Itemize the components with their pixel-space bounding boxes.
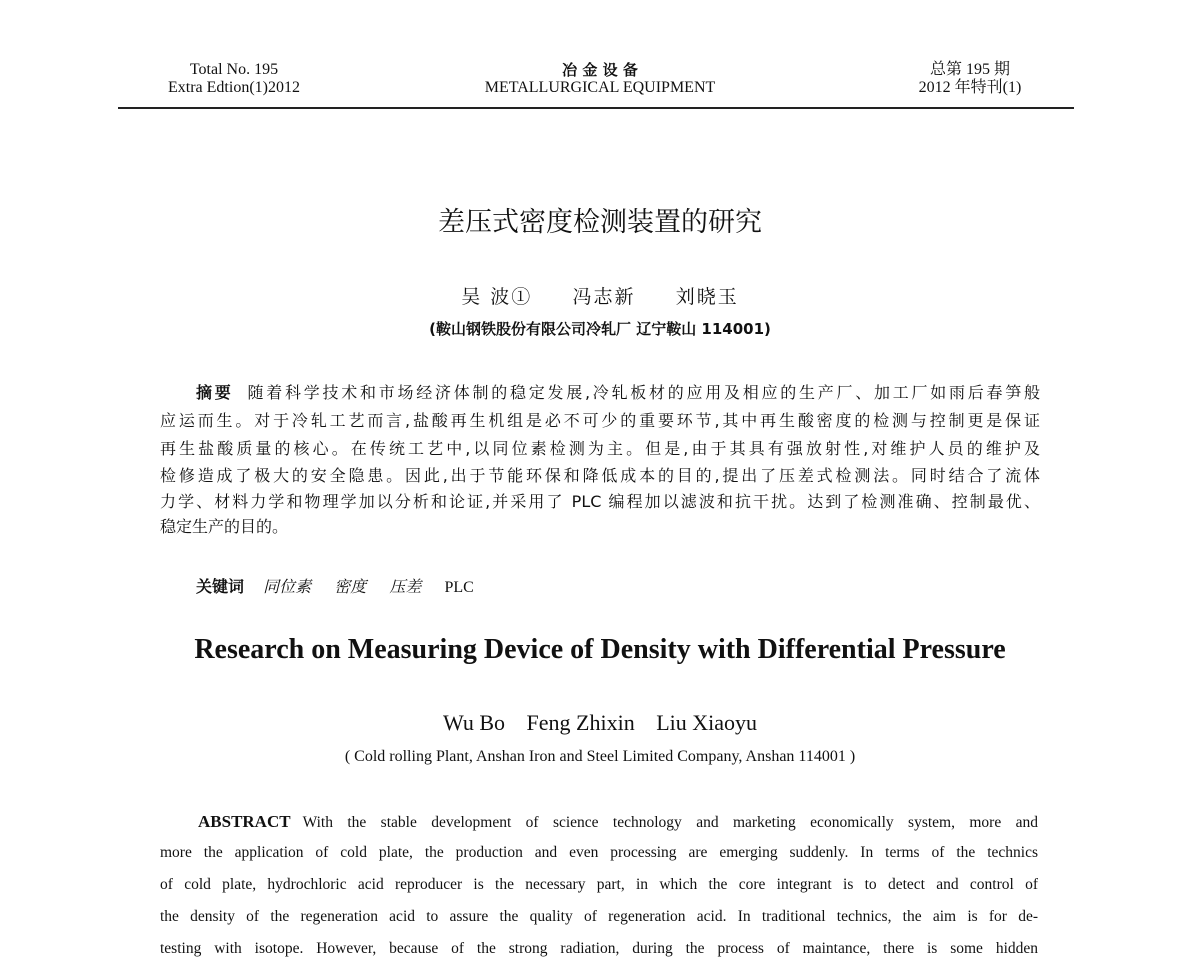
header-rule <box>118 107 1074 109</box>
header-center <box>440 61 760 97</box>
abstract-label-zh: 摘要 <box>196 383 234 402</box>
keywords-zh <box>160 574 1040 596</box>
abstract-label-en: ABSTRACT <box>198 812 291 831</box>
abstract-en-line: more the application of cold plate, the production and even processing are emerging suddenly. In terms of the technics <box>160 844 1038 861</box>
issue-edition-zh: 2012 年特刊(1) <box>918 79 1022 96</box>
journal-name-en: METALLURGICAL EQUIPMENT <box>484 79 716 96</box>
abstract-en-line: the density of the regeneration acid to assure the quality of regeneration acid. In traditional technics, the aim is for de- <box>160 908 1038 925</box>
title-zh: 差压式密度检测装置的研究 <box>438 207 762 238</box>
keyword: PLC <box>444 579 474 596</box>
abstract-en-line: testing with isotope. However, because of the strong radiation, during the process of maintance, there is some hidden <box>160 940 1038 957</box>
author-en: Wu Bo <box>442 710 506 735</box>
journal-name-zh: 冶 金 设 备 <box>562 61 638 79</box>
keyword: 密度 <box>334 577 367 596</box>
abstract-en-text: With the stable development of science technology and marketing economically system, more and <box>302 814 1038 831</box>
author-zh: 吴 波① <box>461 286 533 308</box>
abstract-en-line: of cold plate, hydrochloric acid reproducer is the necessary part, in which the core integrant is to detect and control of <box>160 876 1038 893</box>
authors-en <box>0 710 1200 736</box>
author-en: Feng Zhixin <box>526 710 635 735</box>
header-left <box>168 61 300 97</box>
abstract-zh-line: 力学、材料力学和物理学加以分析和论证,并采用了 PLC 编程加以滤波和抗干扰。达到了检测准确、控制最优、 <box>160 492 1040 511</box>
title-en: Research on Measuring Device of Density with Differential Pressure <box>194 634 1006 665</box>
keyword: 同位素 <box>263 577 312 596</box>
author-zh: 冯志新 <box>572 286 636 308</box>
keyword: 压差 <box>389 577 422 596</box>
affiliation-en: ( Cold rolling Plant, Anshan Iron and Steel Limited Company, Anshan 114001 ) <box>344 748 856 765</box>
issue-total: Total No. 195 <box>189 61 279 78</box>
author-zh: 刘晓玉 <box>675 286 739 308</box>
affiliation-zh: (鞍山钢铁股份有限公司冷轧厂 辽宁鞍山 114001) <box>429 320 771 338</box>
issue-total-zh: 总第 195 期 <box>929 61 1010 78</box>
header-right <box>900 61 1040 97</box>
abstract-zh-line: 检修造成了极大的安全隐患。因此,出于节能环保和降低成本的目的,提出了压差式检测法。同时结合了流体 <box>160 466 1040 485</box>
abstract-zh-line <box>160 380 1040 402</box>
abstract-zh-line: 稳定生产的目的。 <box>160 517 289 536</box>
abstract-zh-line: 再生盐酸质量的核心。在传统工艺中,以同位素检测为主。但是,由于其具有强放射性,对维护人员的维护及 <box>160 439 1040 458</box>
keywords-label-zh: 关键词 <box>196 577 245 596</box>
abstract-zh-text: 随着科学技术和市场经济体制的稳定发展,冷轧板材的应用及相应的生产厂、加工厂如雨后春笋般 <box>247 383 1040 402</box>
author-en: Liu Xiaoyu <box>656 710 758 735</box>
abstract-zh-line: 应运而生。对于冷轧工艺而言,盐酸再生机组是必不可少的重要环节,其中再生酸密度的检测与控制更是保证 <box>160 411 1040 430</box>
authors-zh <box>0 282 1200 309</box>
abstract-en-line <box>160 812 1038 834</box>
issue-edition: Extra Edtion(1)2012 <box>168 79 300 96</box>
